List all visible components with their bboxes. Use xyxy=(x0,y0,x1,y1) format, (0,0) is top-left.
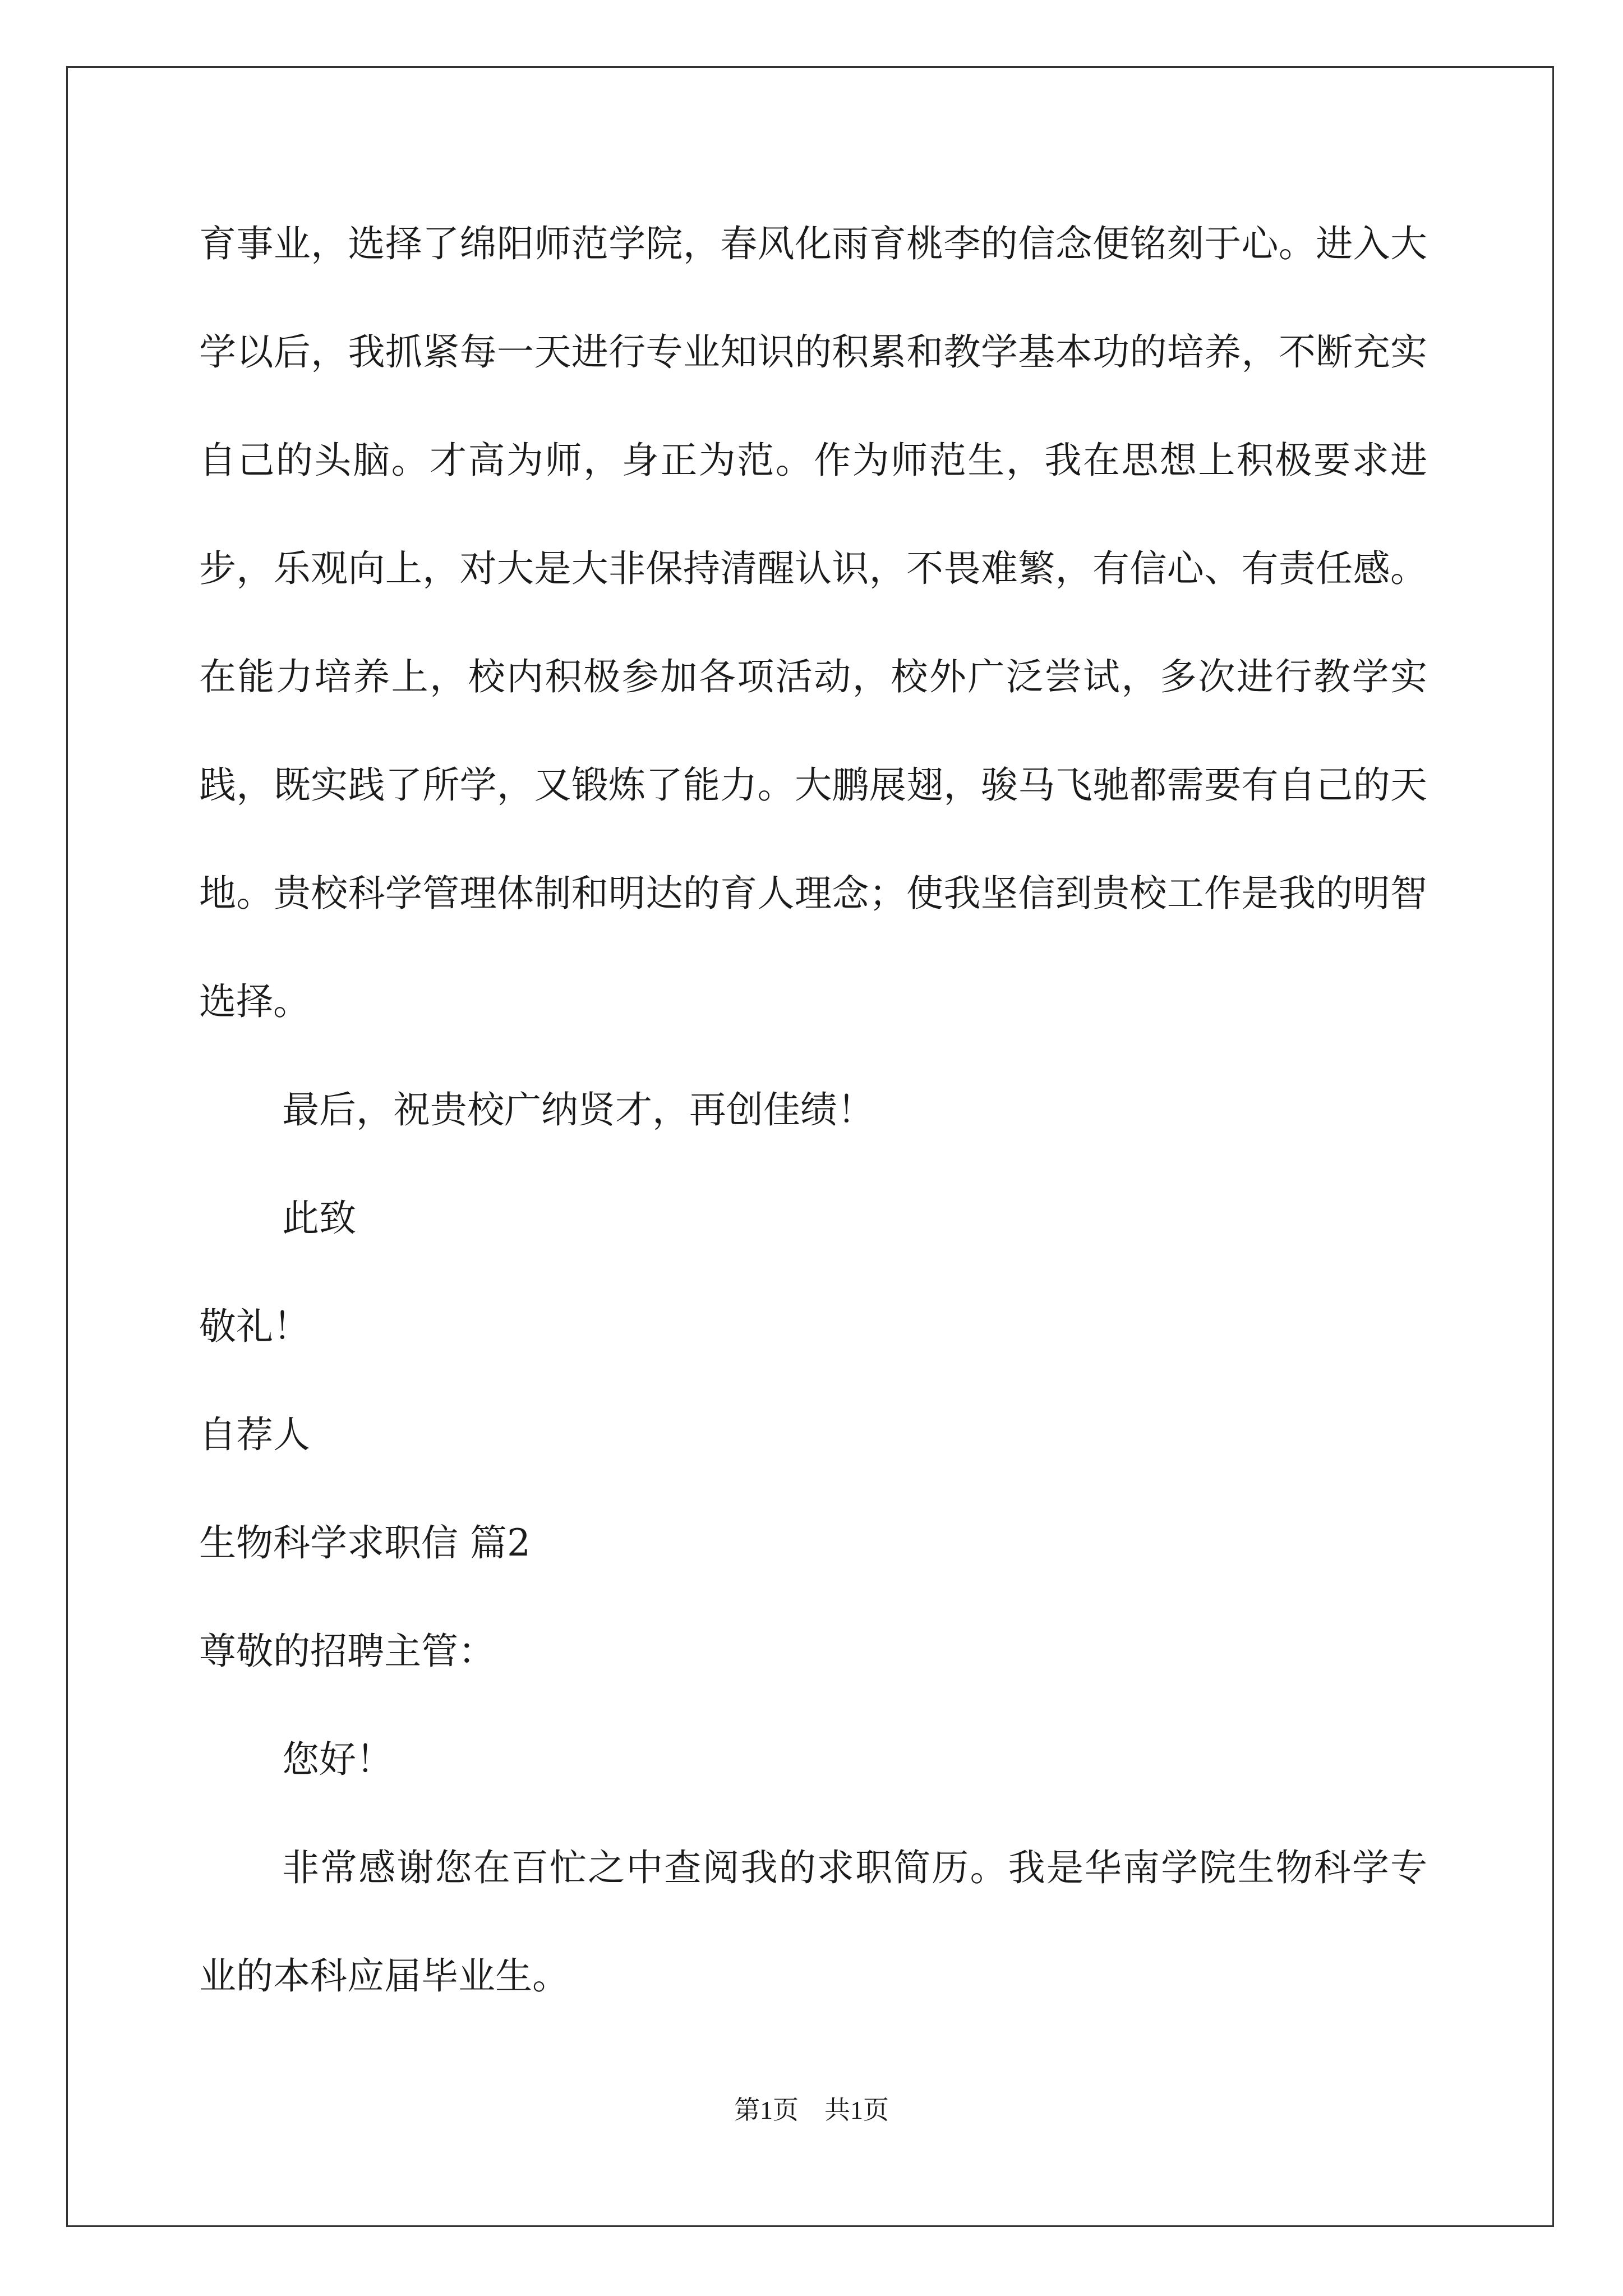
paragraph-continuation: 育事业，选择了绵阳师范学院，春风化雨育桃李的信念便铭刻于心。进入大学以后，我抓紧每一天进行专业知识的积累和教学基本功的培养，不断充实自己的头脑。才高为师，身正为范。作为师范生，我在思想上积极要求进步，乐观向上，对大是大非保持清醒认识，不畏难繁，有信心、有责任感。在能力培养上，校内积极参加各项活动，校外广泛尝试，多次进行教学实践，既实践了所学，又锻炼了能力。大鹏展翅，骏马飞驰都需要有自己的天地。贵校科学管理体制和明达的育人理念；使我坚信到贵校工作是我的明智选择。 xyxy=(199,222,1427,1023)
paragraph-salutation-jingli: 敬礼！ xyxy=(199,1305,310,1348)
paragraph-introduction: 非常感谢您在百忙之中查阅我的求职简历。我是华南学院生物科学专业的本科应届毕业生。 xyxy=(199,1846,1427,1998)
document-body xyxy=(199,190,1427,2030)
paragraph-addressee: 尊敬的招聘主管： xyxy=(199,1630,495,1673)
paragraph-greeting: 您好！ xyxy=(282,1738,393,1781)
page-number-footer: 第1页 共1页 xyxy=(734,2096,889,2124)
paragraph-closing-wish: 最后，祝贵校广纳贤才，再创佳绩！ xyxy=(282,1088,874,1131)
paragraph-salutation-cizhi: 此致 xyxy=(282,1197,356,1240)
paragraph-signature: 自荐人 xyxy=(199,1413,310,1456)
section-heading: 生物科学求职信 篇2 xyxy=(199,1521,531,1565)
